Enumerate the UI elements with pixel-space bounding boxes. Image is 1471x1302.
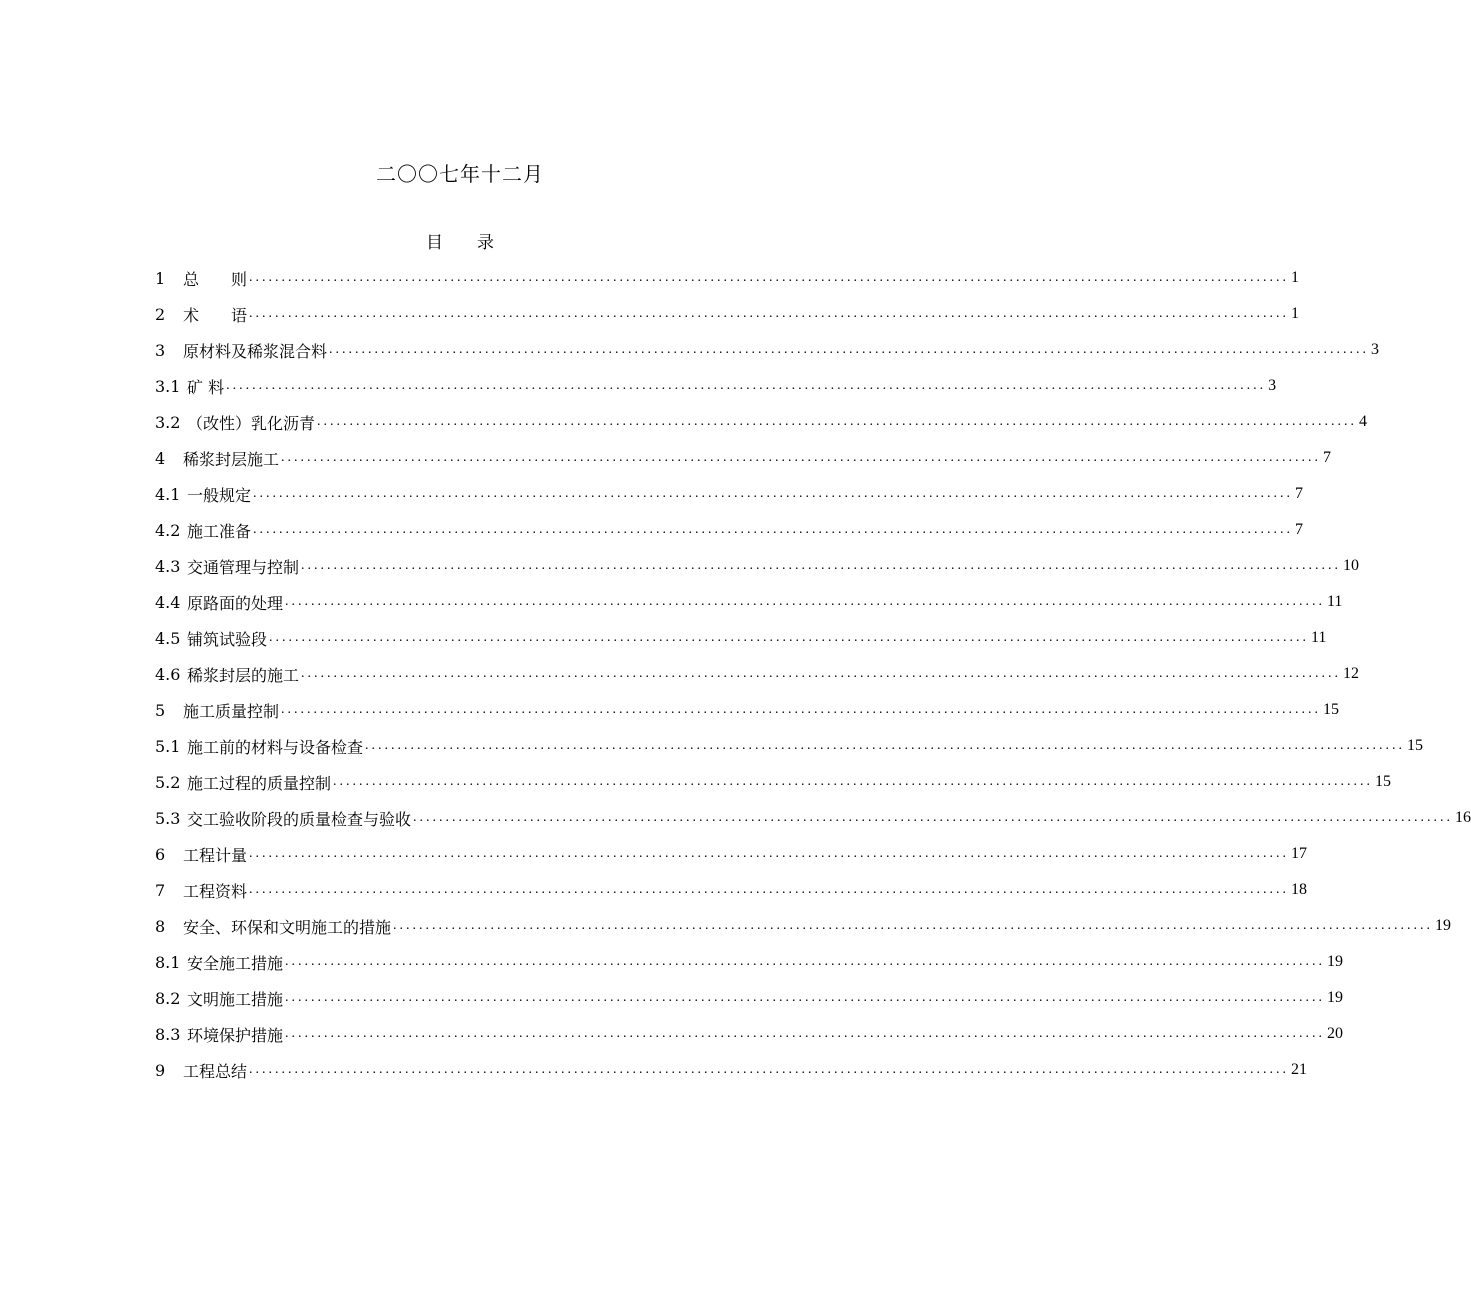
toc-entry-number: 6	[155, 844, 166, 864]
toc-entry-label: 交工验收阶段的质量检查与验收	[187, 809, 412, 829]
toc-entry[interactable]	[155, 512, 1304, 548]
toc-entry-number: 8.3	[155, 1024, 181, 1044]
toc-entry-label: 原路面的处理	[187, 593, 284, 613]
toc-entry-label: 矿 料	[187, 377, 225, 397]
toc-entry-number: 4.6	[155, 664, 181, 684]
toc-entry-label: 工程计量	[183, 845, 248, 865]
toc-entry-number: 8.2	[155, 988, 181, 1008]
toc-entry[interactable]	[155, 980, 1344, 1016]
toc-leader-dots: ................................................................................................................................................................	[249, 846, 1290, 861]
toc-entry[interactable]	[155, 872, 1308, 908]
toc-entry-number: 5.3	[155, 808, 181, 828]
toc-entry[interactable]	[155, 584, 1343, 620]
toc-entry[interactable]	[155, 656, 1360, 692]
toc-leader-dots: ................................................................................................................................................................	[285, 990, 1326, 1005]
toc-entry[interactable]	[155, 260, 1300, 296]
toc-entry-page: 19	[1327, 989, 1344, 1006]
toc-leader-dots: ................................................................................................................................................................	[317, 414, 1358, 429]
toc-entry-label: 铺筑试验段	[187, 629, 268, 649]
toc-entry[interactable]	[155, 692, 1340, 728]
toc-entry-label: 施工准备	[187, 521, 252, 541]
toc-entry-number: 4.1	[155, 484, 181, 504]
toc-entry-page: 21	[1291, 1061, 1308, 1078]
toc-entry[interactable]	[155, 1016, 1344, 1052]
toc-leader-dots: ................................................................................................................................................................	[301, 666, 1342, 681]
toc-leader-dots: ................................................................................................................................................................	[285, 954, 1326, 969]
toc-entry-label: 安全施工措施	[187, 953, 284, 973]
toc-entry-label: 安全、环保和文明施工的措施	[183, 917, 392, 937]
toc-leader-dots: ................................................................................................................................................................	[285, 1026, 1326, 1041]
toc-entry-number: 4	[155, 448, 166, 468]
toc-entry[interactable]	[155, 800, 1471, 836]
toc-entry[interactable]	[155, 368, 1277, 404]
toc-entry-label: 一般规定	[187, 485, 252, 505]
toc-leader-dots: ................................................................................................................................................................	[249, 1062, 1290, 1077]
toc-leader-dots: ................................................................................................................................................................	[269, 630, 1310, 645]
toc-entry-number: 5.1	[155, 736, 181, 756]
toc-leader-dots: ................................................................................................................................................................	[393, 918, 1434, 933]
toc-leader-dots: ................................................................................................................................................................	[329, 342, 1370, 357]
toc-entry-number: 3.2	[155, 412, 181, 432]
toc-entry-page: 12	[1343, 665, 1360, 682]
toc-entry-label: 施工过程的质量控制	[187, 773, 332, 793]
toc-entry-label: 原材料及稀浆混合料	[183, 341, 328, 361]
toc-entry-number: 4.4	[155, 592, 181, 612]
toc-leader-dots: ................................................................................................................................................................	[333, 774, 1374, 789]
toc-entry-label: 稀浆封层的施工	[187, 665, 300, 685]
toc-entry-number: 8	[155, 916, 166, 936]
toc-entry[interactable]	[155, 296, 1300, 332]
toc-entry[interactable]	[155, 908, 1452, 944]
toc-entry[interactable]	[155, 1052, 1308, 1088]
toc-entry[interactable]	[155, 836, 1308, 872]
toc-leader-dots: ................................................................................................................................................................	[285, 594, 1326, 609]
toc-entry-label: 文明施工措施	[187, 989, 284, 1009]
toc-entry-number: 7	[155, 880, 166, 900]
table-of-contents	[155, 260, 1471, 1088]
toc-entry-label: 工程总结	[183, 1061, 248, 1081]
toc-entry-page: 17	[1291, 845, 1308, 862]
toc-entry-label: 交通管理与控制	[187, 557, 300, 577]
toc-entry[interactable]	[155, 764, 1392, 800]
toc-leader-dots: ................................................................................................................................................................	[413, 810, 1454, 825]
toc-leader-dots: ................................................................................................................................................................	[249, 882, 1290, 897]
toc-entry[interactable]	[155, 404, 1368, 440]
toc-entry-page: 19	[1327, 953, 1344, 970]
toc-entry-label: 施工质量控制	[183, 701, 280, 721]
toc-entry-page: 3	[1268, 377, 1277, 394]
toc-entry[interactable]	[155, 332, 1380, 368]
toc-entry-page: 4	[1359, 413, 1368, 430]
toc-leader-dots: ................................................................................................................................................................	[226, 378, 1267, 393]
toc-entry-label: 环境保护措施	[187, 1025, 284, 1045]
toc-entry[interactable]	[155, 620, 1327, 656]
toc-entry-page: 7	[1295, 485, 1304, 502]
toc-entry-number: 9	[155, 1060, 166, 1080]
toc-leader-dots: ................................................................................................................................................................	[301, 558, 1342, 573]
toc-leader-dots: ................................................................................................................................................................	[281, 702, 1322, 717]
toc-entry-page: 20	[1327, 1025, 1344, 1042]
toc-entry-page: 16	[1455, 809, 1471, 826]
toc-entry-page: 7	[1323, 449, 1332, 466]
toc-entry-page: 10	[1343, 557, 1360, 574]
toc-entry-label: 总 则	[183, 269, 248, 289]
toc-entry-page: 3	[1371, 341, 1380, 358]
toc-entry-page: 19	[1435, 917, 1452, 934]
toc-entry-number: 5.2	[155, 772, 181, 792]
toc-leader-dots: ................................................................................................................................................................	[249, 270, 1290, 285]
toc-entry-number: 4.2	[155, 520, 181, 540]
toc-entry-number: 5	[155, 700, 166, 720]
toc-leader-dots: ................................................................................................................................................................	[365, 738, 1406, 753]
toc-entry-number: 3.1	[155, 376, 181, 396]
toc-entry-page: 1	[1291, 305, 1300, 322]
toc-entry-page: 15	[1323, 701, 1340, 718]
document-date: 二〇〇七年十二月	[376, 162, 544, 186]
toc-leader-dots: ................................................................................................................................................................	[249, 306, 1290, 321]
toc-entry-page: 18	[1291, 881, 1308, 898]
toc-title: 目 录	[426, 233, 494, 253]
toc-entry-page: 11	[1311, 629, 1327, 646]
toc-entry[interactable]	[155, 728, 1424, 764]
toc-entry-number: 1	[155, 268, 166, 288]
toc-entry-number: 8.1	[155, 952, 181, 972]
toc-entry-page: 15	[1407, 737, 1424, 754]
toc-entry[interactable]	[155, 476, 1304, 512]
toc-entry-page: 15	[1375, 773, 1392, 790]
toc-entry-label: 施工前的材料与设备检查	[187, 737, 364, 757]
toc-entry-number: 4.5	[155, 628, 181, 648]
toc-entry-page: 11	[1327, 593, 1343, 610]
toc-entry-number: 4.3	[155, 556, 181, 576]
toc-entry-label: 稀浆封层施工	[183, 449, 280, 469]
toc-entry-label: （改性）乳化沥青	[187, 413, 316, 433]
toc-entry-number: 2	[155, 304, 166, 324]
toc-leader-dots: ................................................................................................................................................................	[253, 486, 1294, 501]
toc-entry[interactable]	[155, 944, 1344, 980]
toc-entry-number: 3	[155, 340, 166, 360]
toc-entry-label: 工程资料	[183, 881, 248, 901]
toc-leader-dots: ................................................................................................................................................................	[253, 522, 1294, 537]
toc-entry[interactable]	[155, 440, 1332, 476]
toc-leader-dots: ................................................................................................................................................................	[281, 450, 1322, 465]
toc-entry-page: 7	[1295, 521, 1304, 538]
toc-entry[interactable]	[155, 548, 1360, 584]
toc-entry-page: 1	[1291, 269, 1300, 286]
toc-entry-label: 术 语	[183, 305, 248, 325]
